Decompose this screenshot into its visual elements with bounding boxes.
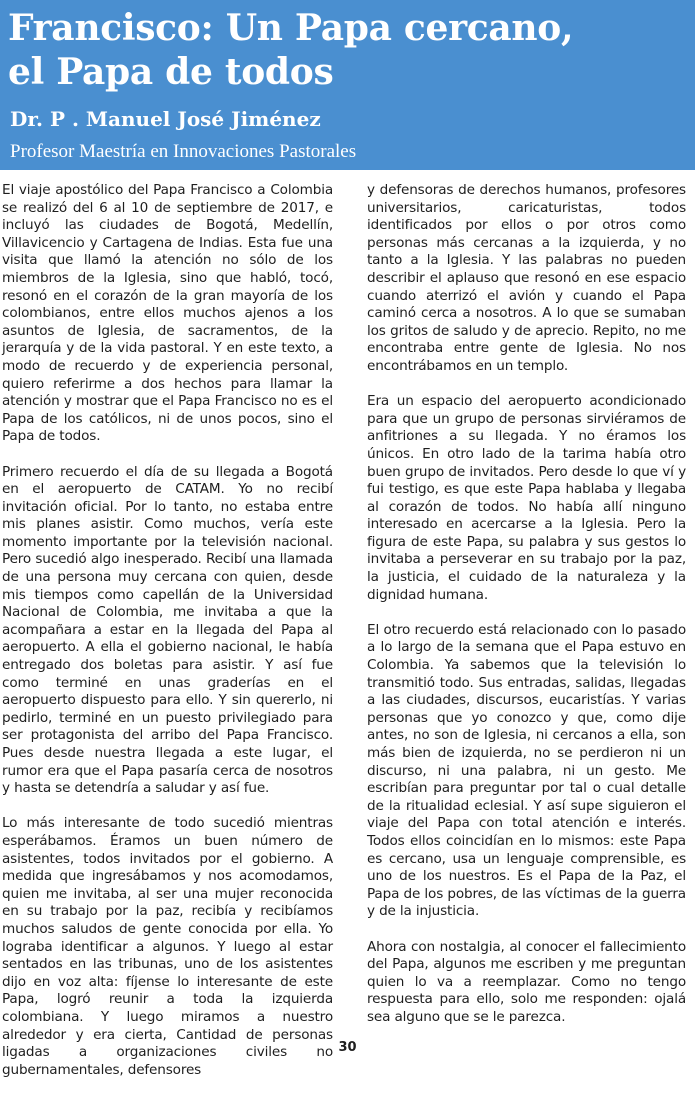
paragraph: Lo más interesante de todo sucedió mientras esperábamos. Éramos un buen número de asistentes, todos invitados por el gobierno. A medida que ingresábamos y nos acomodamos, quien me invitaba, al ser una mujer reconocida en su trabajo por la paz, recibía y recibíamos muchos saludos de gente conocida por ella. Yo lograba identificar a algunos. Y luego al estar sentados en las tribunas, uno de los asistentes dijo en voz alta: fíjense lo interesante de este Papa, logró reunir a toda la izquierda colombiana. Y luego miramos a nuestro alrededor y era cierta, Cantidad de personas ligadas a organizaciones civiles no gubernamentales, defensores: [2, 815, 333, 1078]
article-header: [0, 0, 695, 170]
article-column-left: [2, 182, 333, 1097]
title-line-1: Francisco: Un Papa cercano,: [8, 7, 574, 49]
page-number: 30: [338, 1040, 357, 1055]
author-role: Profesor Maestría en Innovaciones Pastorales: [10, 141, 357, 162]
paragraph: Primero recuerdo el día de su llegada a Bogotá en el aeropuerto de CATAM. Yo no recibí invitación oficial. Por lo tanto, no estaba entre mis planes asistir. Como muchos, vería este momento importante por la televisión nacional. Pero sucedió algo inesperado. Recibí una llamada de una persona muy cercana con quien, desde mis tiempos como capellán de la Universidad Nacional de Colombia, me invitaba a que la acompañara a estar en la llegada del Papa al aeropuerto. A ella el gobierno nacional, le había entregado dos boletas para asistir. Y así fue como terminé en unas graderías en el aeropuerto dispuesto para ello. Y sin quererlo, ni pedirlo, terminé en un puesto privilegiado para ser protagonista del arribo del Papa Francisco. Pues desde nuestra llegada a este lugar, el rumor era que el Papa pasaría cerca de nosotros y hasta se detendría a saludar y así fue.: [2, 463, 333, 797]
title-line-2: el Papa de todos: [8, 51, 334, 93]
paragraph: Ahora con nostalgia, al conocer el fallecimiento del Papa, algunos me escriben y me preguntan quien lo va a reemplazar. Como no tengo respuesta para ello, solo me responden: ojalá sea alguno que se le parezca.: [367, 938, 686, 1025]
article-column-right: [367, 182, 686, 1044]
paragraph: Era un espacio del aeropuerto acondicionado para que un grupo de personas sirviéramos de anfitriones a su llegada. Y no éramos los únicos. En otro lado de la tarima había otro buen grupo de invitados. Pero desde lo que ví y fui testigo, es que este Papa hablaba y llegaba al corazón de todos. No había allí ninguno interesado en acercarse a la Iglesia. Pero la figura de este Papa, su palabra y sus gestos lo invitaba a perseverar en su trabajo por la paz, la justicia, el cuidado de la naturaleza y la dignidad humana.: [367, 393, 686, 603]
paragraph: El viaje apostólico del Papa Francisco a Colombia se realizó del 6 al 10 de septiembre de 2017, e incluyó las ciudades de Bogotá, Medellín, Villavicencio y Cartagena de Indias. Esta fue una visita que llamó la atención no sólo de los miembros de la Iglesia, sino que habló, tocó, resonó en el corazón de la gran mayoría de los colombianos, entre ellos muchos ajenos a los asuntos de Iglesia, de sacramentos, de la jerarquía y de la vida pastoral. Y en este texto, a modo de recuerdo y de experiencia personal, quiero referirme a dos hechos para llamar la atención y mostrar que el Papa Francisco no es el Papa de los católicos, ni de unos pocos, sino el Papa de todos.: [2, 182, 333, 445]
article-title: [8, 6, 688, 94]
paragraph: El otro recuerdo está relacionado con lo pasado a lo largo de la semana que el Papa estuvo en Colombia. Ya sabemos que la televisión lo transmitió todo. Sus entradas, salidas, llegadas a las ciudades, discursos, eucaristías. Y varias personas que yo conozco y que, como dije antes, no son de Iglesia, ni cercanos a ella, son más bien de izquierda, no se perdieron ni un discurso, ni una palabra, ni un gesto. Me escribían para preguntar por tal o cual detalle de la ritualidad eclesial. Y así supe siguieron el viaje del Papa con total atención e interés. Todos ellos coincidían en lo mismos: este Papa es cercano, usa un lenguaje comprensible, es uno de los nuestros. Es el Papa de la Paz, el Papa de los pobres, de las víctimas de la guerra y de la injusticia.: [367, 621, 686, 920]
author-name: Dr. P . Manuel José Jiménez: [10, 107, 321, 131]
paragraph: y defensoras de derechos humanos, profesores universitarios, caricaturistas, todos identificados por ellos o por otros como personas más cercanas a la izquierda, y no tanto a la Iglesia. Y las palabras no pueden describir el aplauso que resonó en ese espacio cuando aterrizó el avión y cuando el Papa caminó cerca a nosotros. A lo que se sumaban los gritos de saludo y de aprecio. Repito, no me encontraba entre gente de Iglesia. No nos encontrábamos en un templo.: [367, 182, 686, 374]
